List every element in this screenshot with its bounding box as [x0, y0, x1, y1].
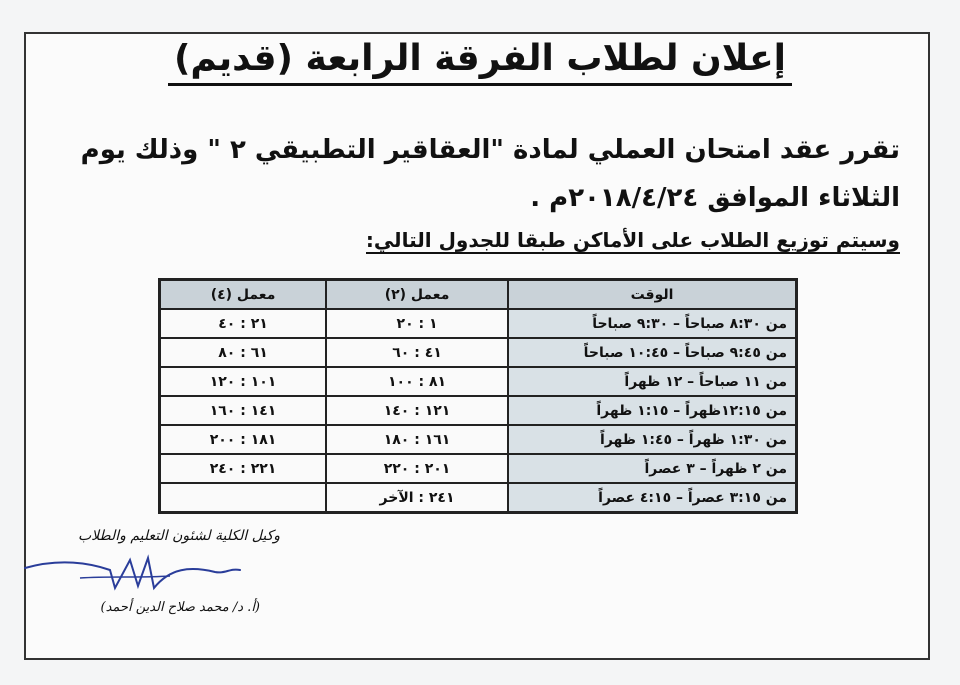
lab4-cell: ٢١ : ٤٠: [160, 309, 327, 338]
table-row: [160, 309, 797, 338]
distribution-intro-text: وسيتم توزيع الطلاب على الأماكن طبقا للجدول التالي:: [365, 228, 900, 252]
header-time: الوقت: [508, 280, 797, 310]
announcement-title: [0, 38, 960, 79]
distribution-intro: [80, 226, 900, 254]
table-row: [160, 483, 797, 513]
table-row: [160, 338, 797, 367]
table-row: [160, 425, 797, 454]
lab4-cell: ٢٢١ : ٢٤٠: [160, 454, 327, 483]
handwritten-signature-icon: [20, 548, 250, 598]
exam-announcement-text: تقرر عقد امتحان العملي لمادة "العقاقير التطبيقي ٢ " وذلك يوم الثلاثاء الموافق ٢٠١٨/٤/٢٤م .: [80, 135, 900, 213]
time-cell: من ٨:٣٠ صباحاً – ٩:٣٠ صباحاً: [508, 309, 797, 338]
schedule-table: [158, 278, 798, 514]
lab2-cell: ٨١ : ١٠٠: [326, 367, 508, 396]
lab4-cell: ١٤١ : ١٦٠: [160, 396, 327, 425]
lab2-cell: ٤١ : ٦٠: [326, 338, 508, 367]
lab2-cell: ١٢١ : ١٤٠: [326, 396, 508, 425]
table-row: [160, 396, 797, 425]
time-cell: من ٢ ظهراً – ٣ عصراً: [508, 454, 797, 483]
time-cell: من ١١ صباحاً – ١٢ ظهراً: [508, 367, 797, 396]
time-cell: من ٩:٤٥ صباحاً – ١٠:٤٥ صباحاً: [508, 338, 797, 367]
table-row: [160, 367, 797, 396]
lab2-cell: ٢٠١ : ٢٢٠: [326, 454, 508, 483]
lab2-cell: ١٦١ : ١٨٠: [326, 425, 508, 454]
time-cell: من ١:٣٠ ظهراً – ١:٤٥ ظهراً: [508, 425, 797, 454]
header-lab2: معمل (٢): [326, 280, 508, 310]
header-lab4: معمل (٤): [160, 280, 327, 310]
lab2-cell: ٢٤١ : الآخر: [326, 483, 508, 513]
lab2-cell: ١ : ٢٠: [326, 309, 508, 338]
lab4-cell: ١٨١ : ٢٠٠: [160, 425, 327, 454]
announcement-title-text: إعلان لطلاب الفرقة الرابعة (قديم): [168, 38, 792, 86]
table-header-row: [160, 280, 797, 310]
signatory-name: (أ. د/ محمد صلاح الدين أحمد): [100, 600, 260, 615]
lab4-cell: [160, 483, 327, 513]
time-cell: من ٣:١٥ عصراً – ٤:١٥ عصراً: [508, 483, 797, 513]
lab4-cell: ٦١ : ٨٠: [160, 338, 327, 367]
signatory-role: وكيل الكلية لشئون التعليم والطلاب: [77, 528, 280, 544]
time-cell: من ١٢:١٥ظهراً – ١:١٥ ظهراً: [508, 396, 797, 425]
table-row: [160, 454, 797, 483]
lab4-cell: ١٠١ : ١٢٠: [160, 367, 327, 396]
